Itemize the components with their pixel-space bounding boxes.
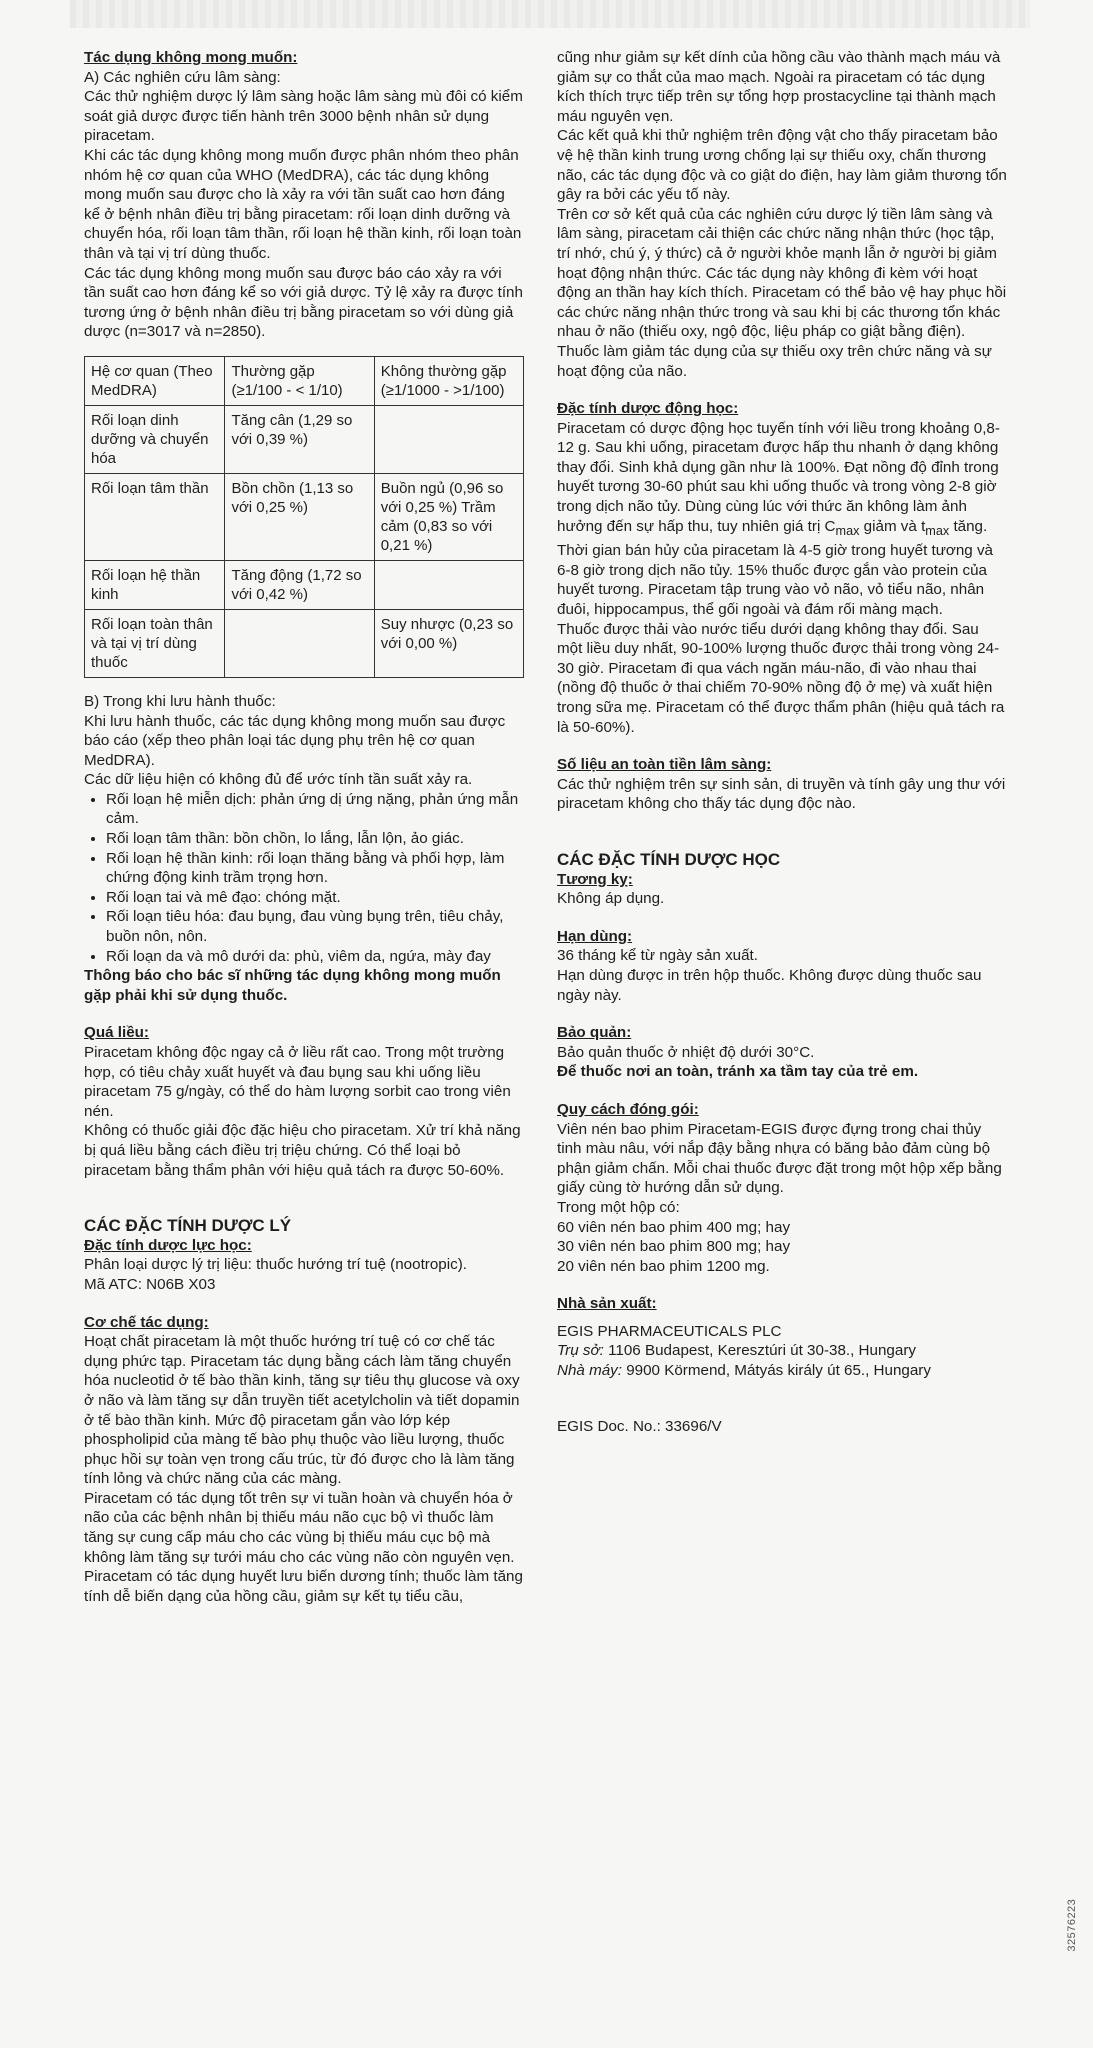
pack-size-item: 60 viên nén bao phim 400 mg; hay <box>557 1218 791 1236</box>
paragraph: Piracetam có tác dụng tốt trên sự vi tuần hoàn và chuyển hóa ở não của các bệnh nhân bị thiếu máu não cục bộ vì thuốc làm tăng sự cung cấp máu cho các vùng bị thiếu máu cục bộ mà không làm tăng sự tưới máu cho các vùng não còn nguyên vẹn. Piracetam có tác dụng huyết lưu biến dương tính; thuốc làm tăng tính dễ biến dạng của hồng cầu, giảm sự kết tụ tiểu cầu, <box>84 1489 523 1605</box>
paragraph: Viên nén bao phim Piracetam-EGIS được đựng trong chai thủy tinh màu nâu, với nắp đậy bằng nhựa có băng bảo đảm cùng bộ phận giảm chấn. Mỗi chai thuốc được đặt trong một hộp xếp bằng giấy cùng tờ hướng dẫn sử dụng. <box>557 1120 1002 1197</box>
table-header-cell: Thường gặp (≥1/100 - < 1/10) <box>225 356 374 405</box>
paragraph: Thuốc được thải vào nước tiểu dưới dạng không thay đổi. Sau một liều duy nhất, 90-100% lượng thuốc được thải trong vòng 24-30 giờ. Piracetam đi qua vách ngăn máu-não, đi vào nhau thai (nồng độ thuốc ở thai chiếm 70-90% nồng độ ở mẹ) và xuất hiện trong sữa mẹ. Piracetam có thể được thẩm phân (hiệu quả tách ra là 50-60%). <box>557 620 1005 736</box>
pharmacodynamics-title: Đặc tính dược lực học: <box>84 1236 252 1254</box>
notify-doctor-note: Thông báo cho bác sĩ những tác dụng không mong muốn gặp phải khi sử dụng thuốc. <box>84 967 501 1004</box>
list-item: • Rối loạn hệ thần kinh: rối loạn thăng bằng và phối hợp, làm chứng động kinh trầm trọng hơn. <box>106 849 524 888</box>
pack-size-item: 30 viên nén bao phim 800 mg; hay <box>557 1238 791 1256</box>
adverse-effects-list <box>84 790 524 966</box>
headquarters-address: Trụ sở: 1106 Budapest, Keresztúri út 30-38., Hungary <box>557 1342 916 1360</box>
torn-top-edge <box>70 0 1030 28</box>
paragraph: Các thử nghiệm trên sự sinh sản, di truyền và tính gây ung thư với piracetam không cho thấy tác dụng độc nào. <box>557 775 1006 813</box>
list-item: • Rối loạn hệ miễn dịch: phản ứng dị ứng nặng, phản ứng mẫn cảm. <box>106 790 524 829</box>
table-header-cell: Hệ cơ quan (Theo MedDRA) <box>85 356 225 405</box>
plant-address: Nhà máy: 9900 Körmend, Mátyás király út 65., Hungary <box>557 1362 931 1380</box>
list-item: • Rối loạn tai và mê đạo: chóng mặt. <box>106 888 524 908</box>
paragraph: Trên cơ sở kết quả của các nghiên cứu dược lý tiền lâm sàng và lâm sàng, piracetam cải thiện các chức năng nhận thức (học tập, trí nhớ, chú ý, ý thức) cả ở người khỏe mạnh lẫn ở người bị giảm hoạt động nhận thức. Các tác dụng này không đi kèm với hoạt động an thần hay kích thích. Piracetam có thể bảo vệ hay phục hồi các chức năng nhận thức trong và sau khi bị các thương tổn khác nhau ở não (thiếu oxy, ngộ độc, liệu pháp co giật bằng điện). Thuốc làm giảm tác dụng của sự thiếu oxy trên chức năng và sự hoạt động của não. <box>557 205 1007 380</box>
paragraph: Các thử nghiệm dược lý lâm sàng hoặc lâm sàng mù đôi có kiểm soát giả dược được tiến hành trên 3000 bệnh nhân sử dụng piracetam. <box>84 88 523 145</box>
paragraph: Khi các tác dụng không mong muốn được phân nhóm theo phân nhóm hệ cơ quan của WHO (MedDRA), các tác dụng không mong muốn sau được cho là xảy ra với tần suất cao hơn đáng kể ở bệnh nhân điều trị bằng piracetam: rối loạn dinh dưỡng và chuyển hóa, rối loạn tâm thần, rối loạn hệ thần kinh, rối loạn toàn thân và tại vị trí dùng thuốc. <box>84 146 522 262</box>
pharmaceutical-section-title: CÁC ĐẶC TÍNH DƯỢC HỌC <box>557 850 781 869</box>
manufacturer-name: EGIS PHARMACEUTICALS PLC <box>557 1322 782 1340</box>
paragraph: Trong một hộp có: <box>557 1198 680 1216</box>
document-number: EGIS Doc. No.: 33696/V <box>557 1417 722 1435</box>
list-item: • Rối loạn da và mô dưới da: phù, viêm da, ngứa, mày đay <box>106 947 524 967</box>
table-cell: Rối loạn toàn thân và tại vị trí dùng thuốc <box>85 609 225 677</box>
paragraph: Hạn dùng được in trên hộp thuốc. Không được dùng thuốc sau ngày này. <box>557 966 982 1004</box>
table-header-cell: Không thường gặp (≥1/1000 - >1/100) <box>374 356 523 405</box>
keep-away-children-note: Để thuốc nơi an toàn, tránh xa tầm tay của trẻ em. <box>557 1063 919 1081</box>
packaging-title: Quy cách đóng gói: <box>557 1100 699 1118</box>
paragraph: Các dữ liệu hiện có không đủ để ước tính tần suất xảy ra. <box>84 771 473 789</box>
paragraph: Các kết quả khi thử nghiệm trên động vật cho thấy piracetam bảo vệ hệ thần kinh trung ương chống lại sự thiếu oxy, chấn thương não, các tác dụng độc và co giật do điện, hay làm giảm thương tổn gây ra bởi các yếu tố này. <box>557 127 1007 204</box>
paragraph: Không có thuốc giải độc đặc hiệu cho piracetam. Xử trí khả năng bị quá liều bằng cách điều trị triệu chứng. Có thể loại bỏ piracetam bằng thẩm phân với hiệu quả tách ra được 50-60%. <box>84 1122 521 1179</box>
table-cell: Tăng cân (1,29 so với 0,39 %) <box>225 405 374 473</box>
table-cell: Tăng động (1,72 so với 0,42 %) <box>225 560 374 609</box>
table-row <box>85 609 524 677</box>
shelf-life-title: Hạn dùng: <box>557 927 633 945</box>
incompatibility-title: Tương kỵ: <box>557 870 633 888</box>
list-item: • Rối loạn tiêu hóa: đau bụng, đau vùng bụng trên, tiêu chảy, buồn nôn, nôn. <box>106 907 524 946</box>
mechanism-title: Cơ chế tác dụng: <box>84 1313 209 1331</box>
paragraph: Bảo quản thuốc ở nhiệt độ dưới 30°C. <box>557 1043 815 1061</box>
table-row <box>85 560 524 609</box>
paragraph: Piracetam có dược động học tuyến tính với liều trong khoảng 0,8-12 g. Sau khi uống, piracetam được hấp thu nhanh ở dạng không thay đổi. Sinh khả dụng gần như là 100%. Đạt nồng độ đỉnh trong huyết tương 30-60 phút sau khi uống thuốc và trong vòng 2-8 giờ trong dịch não tủy. Dùng cùng lúc với thức ăn không làm ảnh hưởng đến sự hấp thu, tuy nhiên giá trị $C_{max}$ giảm và $t_{max}$ tăng. Thời gian bán hủy của piracetam là 4-5 giờ trong huyết tương và 6-8 giờ trong dịch não tủy. 15% thuốc được gắn vào protein của huyết tương. Piracetam tập trung vào vỏ não, vỏ tiểu não, nhân đuôi, hippocampus, thể gối ngoài và đám rối màng mạch. <box>557 419 1000 619</box>
clinical-studies-heading: A) Các nghiên cứu lâm sàng: <box>84 68 281 86</box>
table-cell: Suy nhược (0,23 so với 0,00 %) <box>374 609 523 677</box>
table-row <box>85 405 524 473</box>
table-cell: Rối loạn tâm thần <box>85 473 225 560</box>
paragraph: Piracetam không độc ngay cả ở liều rất cao. Trong một trường hợp, có tiêu chảy xuất huyết và đau bụng sau khi uống liều piracetam 75 g/ngày, có thể do hàm lượng sorbit cao trong viên nén. <box>84 1044 511 1120</box>
paragraph: 36 tháng kể từ ngày sản xuất. <box>557 947 758 965</box>
table-cell <box>374 560 523 609</box>
table-cell <box>374 405 523 473</box>
paragraph: cũng như giảm sự kết dính của hồng cầu vào thành mạch máu và giảm sự co thắt của mao mạch. Ngoài ra piracetam có tác dụng kích thích trực tiếp trên sự tổng hợp prostacycline tại thành mạch máu nguyên vẹn. <box>557 49 1001 125</box>
left-column <box>84 48 524 1606</box>
manufacturer-title: Nhà sản xuất: <box>557 1295 657 1313</box>
paragraph: Hoạt chất piracetam là một thuốc hướng trí tuệ có cơ chế tác dụng phức tạp. Piracetam tác dụng bằng cách làm tăng chuyển hóa nucleotid ở tế bào thần kinh, tăng sự tiêu thụ glucose và oxy ở não và làm tăng sự dẫn truyền tiết acetylcholin và tiết dopamin ở tế bào thần kinh. Mức độ piracetam gắn vào lớp kép phospholipid của màng tế bào phụ thuộc vào liều lượng, thuốc phục hồi sự toàn vẹn trong cấu trúc, từ đó được cho là làm tăng tính lỏng và chức năng của các màng. <box>84 1333 520 1488</box>
table-cell: Bồn chồn (1,13 so với 0,25 %) <box>225 473 374 560</box>
pack-size-item: 20 viên nén bao phim 1200 mg. <box>557 1257 770 1275</box>
overdose-title: Quá liều: <box>84 1024 149 1042</box>
storage-title: Bảo quản: <box>557 1024 632 1042</box>
pharmacokinetics-title: Đặc tính dược động học: <box>557 400 739 418</box>
table-row <box>85 473 524 560</box>
margin-code: 32576223 <box>1067 1899 1079 1952</box>
adverse-effects-title: Tác dụng không mong muốn: <box>84 49 298 66</box>
pharmacology-section-title: CÁC ĐẶC TÍNH DƯỢC LÝ <box>84 1216 292 1236</box>
right-column <box>557 48 1007 1436</box>
adverse-effects-table <box>84 356 524 678</box>
table-cell: Buồn ngủ (0,96 so với 0,25 %) Trầm cảm (0,83 so với 0,21 %) <box>374 473 523 560</box>
paragraph: Phân loại dược lý trị liệu: thuốc hướng trí tuệ (nootropic). <box>84 1256 467 1274</box>
atc-code: Mã ATC: N06B X03 <box>84 1275 216 1293</box>
table-header-row <box>85 356 524 405</box>
preclinical-safety-title: Số liệu an toàn tiền lâm sàng: <box>557 756 772 774</box>
post-marketing-heading: B) Trong khi lưu hành thuốc: <box>84 692 276 710</box>
table-cell <box>225 609 374 677</box>
paragraph: Không áp dụng. <box>557 890 665 908</box>
paragraph: Các tác dụng không mong muốn sau được báo cáo xảy ra với tần suất cao hơn đáng kể so với giả dược. Tỷ lệ xảy ra được tính tương ứng ở bệnh nhân điều trị bằng piracetam so với dùng giả dược (n=3017 và n=2850). <box>84 264 523 341</box>
table-cell: Rối loạn hệ thần kinh <box>85 560 225 609</box>
table-cell: Rối loạn dinh dưỡng và chuyển hóa <box>85 405 225 473</box>
paragraph: Khi lưu hành thuốc, các tác dụng không mong muốn sau được báo cáo (xếp theo phân loại tác dụng phụ trên hệ cơ quan MedDRA). <box>84 712 506 769</box>
list-item: • Rối loạn tâm thần: bồn chồn, lo lắng, lẫn lộn, ảo giác. <box>106 829 524 849</box>
